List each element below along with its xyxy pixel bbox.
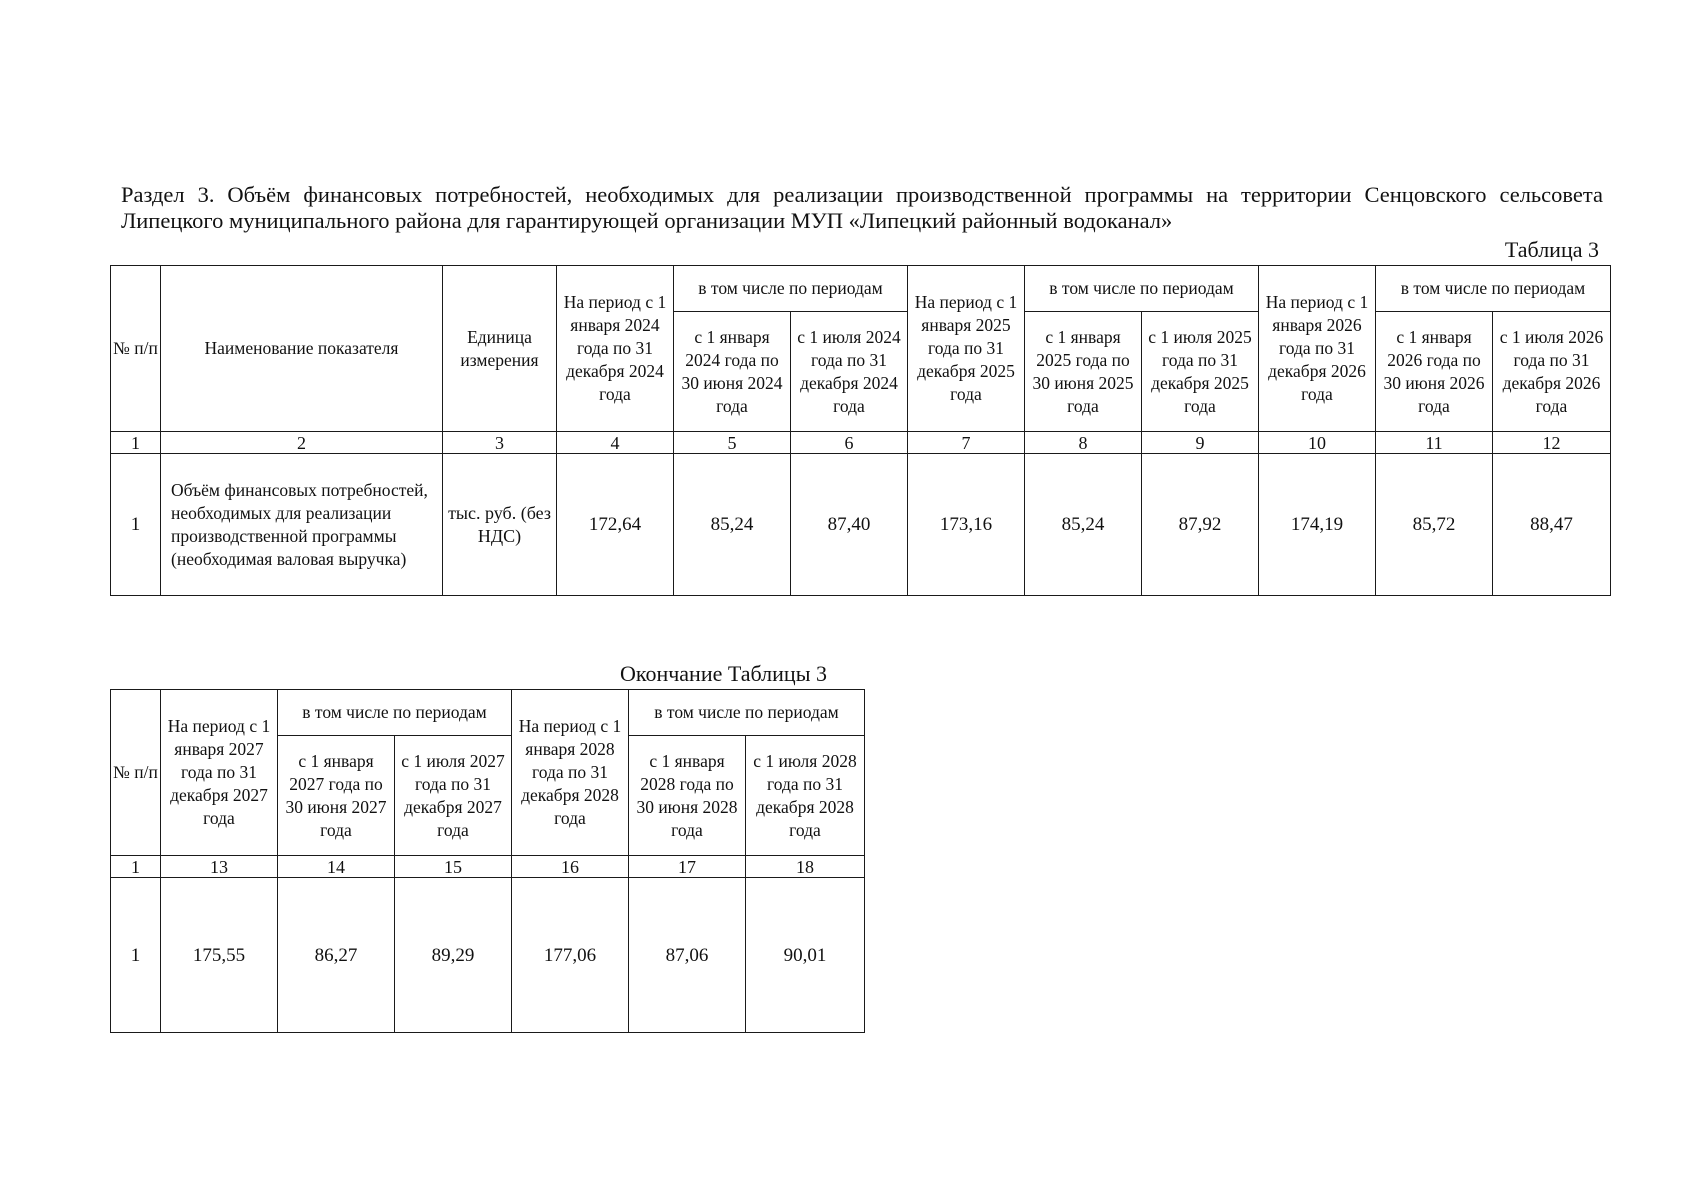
header-num: № п/п <box>111 690 161 856</box>
column-number: 16 <box>512 856 629 878</box>
column-number: 13 <box>161 856 278 878</box>
column-number: 1 <box>111 856 161 878</box>
header-name: Наименование показателя <box>161 266 443 432</box>
value-2027-total: 175,55 <box>161 878 278 1033</box>
column-number: 1 <box>111 432 161 454</box>
header-period-2026: На период с 1 января 2026 года по 31 декабря 2026 года <box>1259 266 1376 432</box>
header-period-2028: На период с 1 января 2028 года по 31 декабря 2028 года <box>512 690 629 856</box>
header-h1-2024: с 1 января 2024 года по 30 июня 2024 года <box>674 312 791 432</box>
value-2025-h2: 87,92 <box>1142 454 1259 596</box>
header-period-2027: На период с 1 января 2027 года по 31 декабря 2027 года <box>161 690 278 856</box>
value-2026-total: 174,19 <box>1259 454 1376 596</box>
header-including-2027: в том числе по периодам <box>278 690 512 736</box>
row-number: 1 <box>111 878 161 1033</box>
unit-of-measure: тыс. руб. (без НДС) <box>443 454 557 596</box>
column-number: 14 <box>278 856 395 878</box>
header-h2-2028: с 1 июля 2028 года по 31 декабря 2028 года <box>746 736 865 856</box>
column-number: 4 <box>557 432 674 454</box>
header-h1-2026: с 1 января 2026 года по 30 июня 2026 года <box>1376 312 1493 432</box>
column-number: 5 <box>674 432 791 454</box>
row-number: 1 <box>111 454 161 596</box>
header-including-2024: в том числе по периодам <box>674 266 908 312</box>
column-number: 2 <box>161 432 443 454</box>
column-number-row <box>111 856 865 878</box>
financial-needs-table <box>110 265 1611 596</box>
column-number: 15 <box>395 856 512 878</box>
header-h2-2027: с 1 июля 2027 года по 31 декабря 2027 года <box>395 736 512 856</box>
column-number: 8 <box>1025 432 1142 454</box>
header-period-2025: На период с 1 января 2025 года по 31 декабря 2025 года <box>908 266 1025 432</box>
column-number: 10 <box>1259 432 1376 454</box>
column-number: 6 <box>791 432 908 454</box>
header-h2-2025: с 1 июля 2025 года по 31 декабря 2025 года <box>1142 312 1259 432</box>
value-2025-total: 173,16 <box>908 454 1025 596</box>
value-2024-h1: 85,24 <box>674 454 791 596</box>
indicator-name: Объём финансовых потребностей, необходимых для реализации производственной программы (необходимая валовая выручка) <box>161 454 443 596</box>
value-2028-h1: 87,06 <box>629 878 746 1033</box>
column-number: 7 <box>908 432 1025 454</box>
column-number: 11 <box>1376 432 1493 454</box>
header-num: № п/п <box>111 266 161 432</box>
table-continuation-caption: Окончание Таблицы 3 <box>620 661 827 686</box>
header-including-2026: в том числе по периодам <box>1376 266 1611 312</box>
header-h1-2025: с 1 января 2025 года по 30 июня 2025 года <box>1025 312 1142 432</box>
header-period-2024: На период с 1 января 2024 года по 31 декабря 2024 года <box>557 266 674 432</box>
value-2024-total: 172,64 <box>557 454 674 596</box>
value-2028-h2: 90,01 <box>746 878 865 1033</box>
value-2027-h2: 89,29 <box>395 878 512 1033</box>
column-number: 17 <box>629 856 746 878</box>
column-number-row <box>111 432 1611 454</box>
table-row <box>111 454 1611 596</box>
table-row <box>111 878 865 1033</box>
column-number: 3 <box>443 432 557 454</box>
header-including-2025: в том числе по периодам <box>1025 266 1259 312</box>
value-2026-h2: 88,47 <box>1493 454 1611 596</box>
value-2028-total: 177,06 <box>512 878 629 1033</box>
section-heading: Раздел 3. Объём финансовых потребностей, необходимых для реализации производственной программы на территории Сенцовского сельсовета Липецкого муниципального района для гарантирующей организации МУП «Липецкий районный водоканал» <box>121 182 1603 233</box>
value-2025-h1: 85,24 <box>1025 454 1142 596</box>
header-h2-2026: с 1 июля 2026 года по 31 декабря 2026 года <box>1493 312 1611 432</box>
column-number: 9 <box>1142 432 1259 454</box>
value-2027-h1: 86,27 <box>278 878 395 1033</box>
header-h2-2024: с 1 июля 2024 года по 31 декабря 2024 года <box>791 312 908 432</box>
column-number: 12 <box>1493 432 1611 454</box>
column-number: 18 <box>746 856 865 878</box>
header-including-2028: в том числе по периодам <box>629 690 865 736</box>
header-unit: Единица измерения <box>443 266 557 432</box>
value-2024-h2: 87,40 <box>791 454 908 596</box>
financial-needs-table-continuation <box>110 689 865 1033</box>
header-h1-2028: с 1 января 2028 года по 30 июня 2028 года <box>629 736 746 856</box>
table-caption: Таблица 3 <box>1504 237 1599 262</box>
value-2026-h1: 85,72 <box>1376 454 1493 596</box>
header-h1-2027: с 1 января 2027 года по 30 июня 2027 года <box>278 736 395 856</box>
